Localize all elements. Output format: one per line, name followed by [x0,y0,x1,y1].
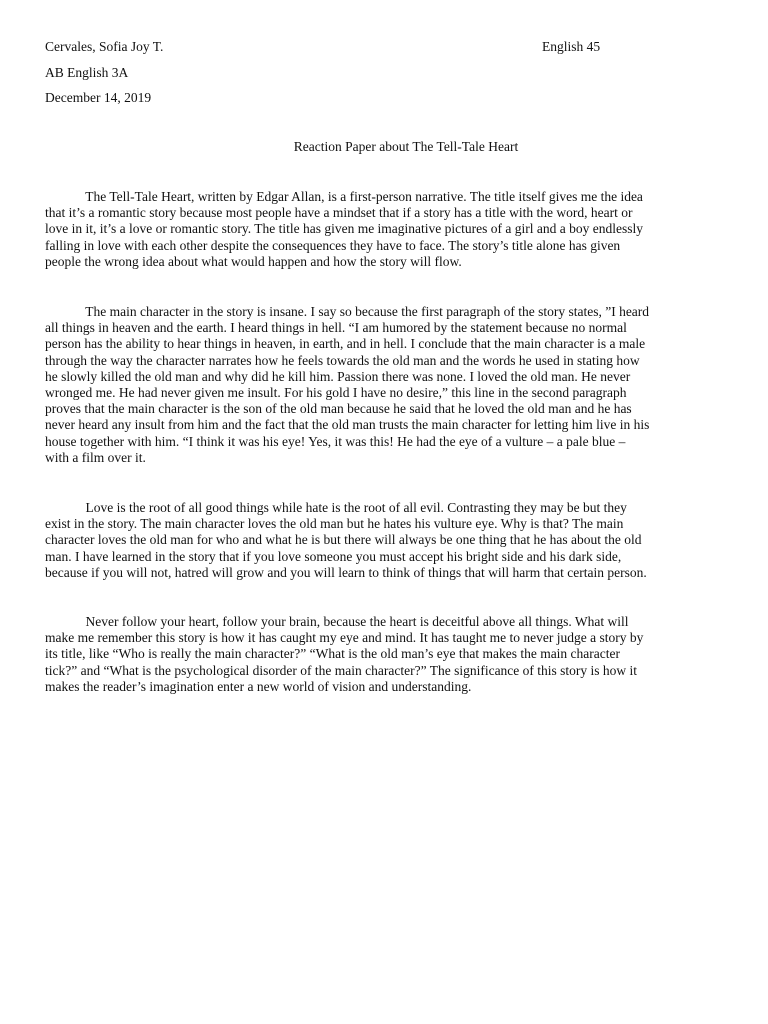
paragraph-line: through the way the character narrates how he feels towards the old man and the words he used in stating how [45,352,640,368]
paragraph-line: person has the ability to hear things in heaven, in earth, and in hell. I conclude that the main character is a male [45,336,646,352]
paragraph-line: Never follow your heart, follow your brain, because the heart is deceitful above all things. What will [45,614,629,629]
paragraph-line: because if you will not, hatred will grow and you will learn to think of things that will harm that certain person. [45,564,647,580]
paragraph-line: house together with him. “I think it was his eye! Yes, it was this! He had the eye of a vulture – a pale blue – [45,433,626,449]
paragraph-line: character loves the old man for who and what he is but there will always be one thing that he has about the old [45,532,642,548]
paragraph-line: makes the reader’s imagination enter a new world of vision and understanding. [45,678,472,694]
paragraph-1 [45,189,722,270]
paragraph-3 [45,500,722,581]
paragraph-line: make me remember this story is how it has caught my eye and mind. It has taught me to never judge a story by [45,630,644,646]
paragraph-line: proves that the main character is the son of the old man because he said that he loved the old man and he has [45,401,632,417]
paragraph-line: that it’s a romantic story because most people have a mindset that if a story has a title with the word, heart or [45,205,633,221]
course-code: English 45 [542,39,601,54]
paragraph-line: falling in love with each other despite the consequences they have to face. The story’s title alone has given [45,237,621,253]
paragraph-line: never heard any insult from him and the fact that the old man trusts the main character for letting him live in his [45,417,650,433]
paragraph-4 [45,614,722,695]
paragraph-line: Love is the root of all good things while hate is the root of all evil. Contrasting they may be but they [45,500,627,515]
paragraph-line: man. I have learned in the story that if you love someone you must accept his bright side and his dark side, [45,548,622,564]
paragraph-line: exist in the story. The main character loves the old man but he hates his vulture eye. Why is that? The main [45,516,624,532]
paper-title: Reaction Paper about The Tell-Tale Heart [293,139,519,154]
class-section: AB English 3A [45,65,129,80]
paragraph-line: he slowly killed the old man and why did he kill him. Passion there was none. I loved the old man. He never [45,368,631,384]
submission-date: December 14, 2019 [45,90,152,105]
author-name: Cervales, Sofia Joy T. [45,39,164,54]
paragraph-line: wronged me. He had never given me insult. For his gold I have no desire,” this line in the second paragraph [45,385,627,401]
paragraph-line: love in it, it’s a love or romantic story. The title has given me imaginative pictures of a girl and a boy endlessly [45,221,643,237]
paragraph-line: tick?” and “What is the psychological disorder of the main character?” The significance of this story is how it [45,662,638,678]
paragraph-line: all things in heaven and the earth. I heard things in hell. “I am humored by the statement because no normal [45,320,627,336]
paragraph-line: people the wrong idea about what would happen and how the story will flow. [45,253,462,269]
paragraph-line: its title, like “Who is really the main character?” “What is the old man’s eye that makes the main character [45,646,621,662]
paragraph-line: The Tell-Tale Heart, written by Edgar Allan, is a first-person narrative. The title itself gives me the idea [45,189,643,204]
paragraph-line: with a film over it. [45,449,146,465]
paragraph-line: The main character in the story is insane. I say so because the first paragraph of the story states, ”I heard [45,304,650,319]
paragraph-2 [45,304,722,466]
